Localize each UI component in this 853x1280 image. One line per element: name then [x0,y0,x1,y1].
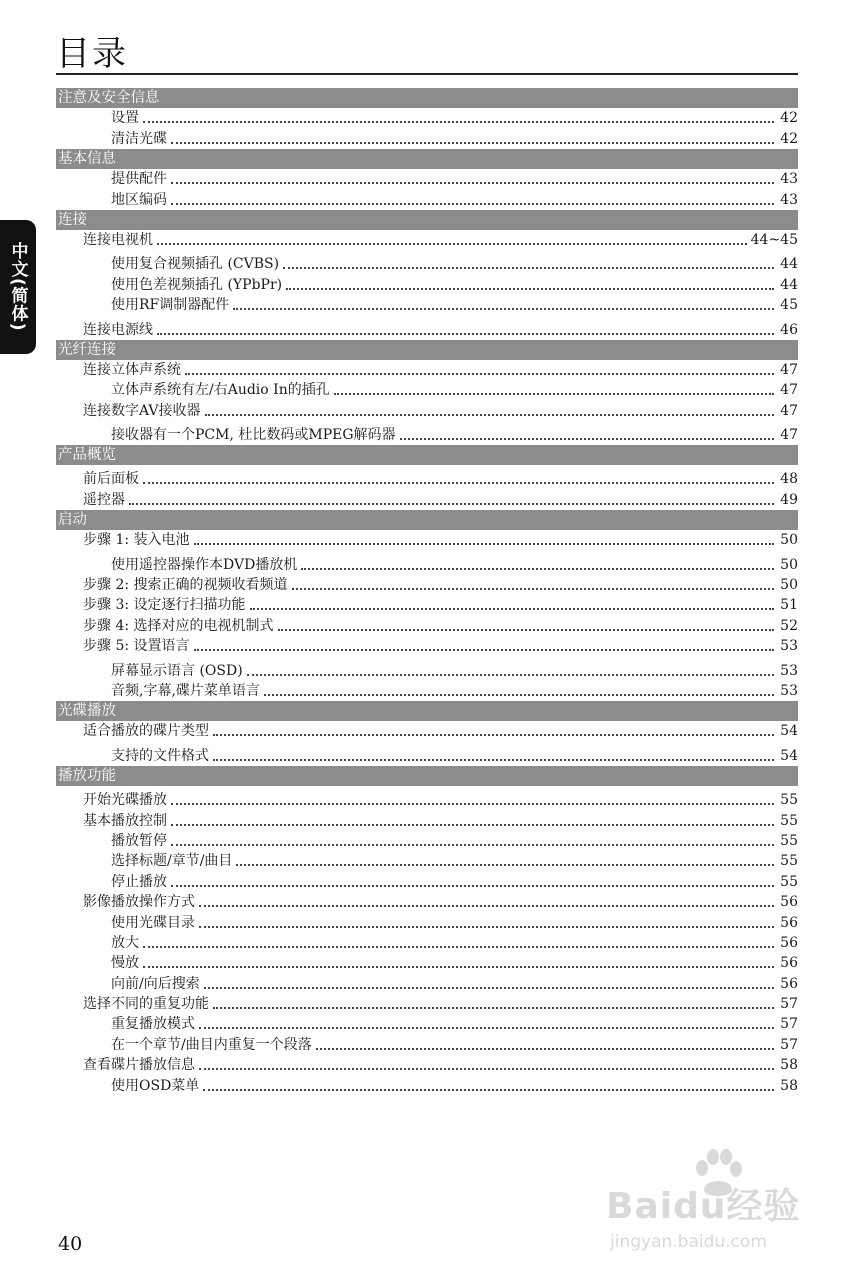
toc-dot-leader [213,759,774,761]
toc-dot-leader [143,121,774,123]
toc-entry [56,254,798,274]
toc-dot-leader [334,393,774,395]
toc-dot-leader [171,803,774,805]
toc-dot-leader [203,1089,774,1091]
toc-entry-page: 51 [780,597,798,614]
toc-entry-page: 50 [780,532,798,549]
toc-entry-label: 提供配件 [111,171,167,188]
toc-entry [56,530,798,550]
toc-section-header: 播放功能 [56,766,798,786]
toc-entry-page: 53 [780,638,798,655]
toc-entry-label: 步骤 4: 选择对应的电视机制式 [83,617,274,634]
toc-entry [56,973,798,993]
toc-entry-label: 连接数字AV接收器 [83,402,201,419]
toc-dot-leader [264,694,774,696]
toc-entry-label: 地区编码 [111,191,167,208]
toc-dot-leader [213,1007,774,1009]
toc-entry-label: 影像播放操作方式 [83,894,195,911]
toc-dot-leader [278,629,774,631]
toc-entry-label: 音频,字幕,碟片菜单语言 [111,682,260,699]
toc-dot-leader [143,946,774,948]
toc-entry-label: 查看碟片播放信息 [83,1057,195,1074]
toc-entry [56,128,798,148]
toc-entry [56,745,798,765]
toc-entry [56,489,798,509]
toc-dot-leader [129,503,774,505]
toc-entry-page: 55 [780,853,798,870]
toc-entry [56,189,798,209]
toc-dot-leader [157,333,774,335]
toc-dot-leader [199,905,774,907]
toc-entry [56,108,798,128]
toc-entry-page: 54 [780,747,798,764]
toc-section-header: 光碟播放 [56,701,798,721]
toc-entry [56,360,798,380]
side-tab-label: 中文(简体) [7,242,28,332]
toc-section-header: 光纤连接 [56,340,798,360]
toc-entry-page: 56 [780,975,798,992]
toc-dot-leader [171,844,774,846]
toc-entry-label: 清洁光碟 [111,130,167,147]
toc-entry [56,1014,798,1034]
toc-entry-page: 48 [780,471,798,488]
toc-entry [56,1075,798,1095]
toc-entry-page: 43 [780,191,798,208]
toc-entry [56,554,798,574]
toc-entry [56,790,798,810]
toc-dot-leader [301,568,774,570]
toc-dot-leader [194,649,774,651]
toc-entry [56,380,798,400]
toc-entry [56,660,798,680]
toc-dot-leader [213,734,774,736]
toc-entry [56,871,798,891]
toc-dot-leader [171,203,774,205]
toc-entry [56,681,798,701]
toc-entry [56,953,798,973]
toc-dot-leader [204,987,774,989]
page-number: 40 [58,1233,83,1255]
toc-entry-label: 放大 [111,934,139,951]
toc-entry-label: 步骤 5: 设置语言 [83,638,190,655]
toc-entry-page: 56 [780,914,798,931]
toc-entry-label: 使用复合视频插孔 (CVBS) [111,256,280,273]
toc-entry-label: 播放暂停 [111,832,167,849]
toc-entry-page: 47 [780,427,798,444]
toc-entry [56,933,798,953]
toc-entry-page: 56 [780,894,798,911]
toc-entry [56,912,798,932]
toc-entry-page: 43 [780,171,798,188]
toc-dot-leader [199,926,774,928]
toc-entry-page: 50 [780,556,798,573]
toc-entry-label: 选择不同的重复功能 [83,996,209,1013]
toc-entry-label: 重复播放模式 [111,1016,195,1033]
toc-entry-page: 45 [780,297,798,314]
toc-entry [56,274,798,294]
toc-dot-leader [171,885,774,887]
toc-dot-leader [199,1068,774,1070]
toc-entry [56,810,798,830]
toc-entry [56,1034,798,1054]
toc-entry [56,831,798,851]
toc-entry-label: 使用遥控器操作本DVD播放机 [111,556,298,573]
toc-entry-label: 前后面板 [83,471,139,488]
toc-entry [56,319,798,339]
toc-entry-page: 58 [780,1057,798,1074]
toc-entry-page: 58 [780,1077,798,1094]
toc-entry-page: 46 [780,321,798,338]
watermark-logo: Baidu经验 [606,1186,801,1227]
toc-dot-leader [199,1027,774,1029]
language-side-tab [0,220,36,354]
toc-entry [56,169,798,189]
toc-entry-page: 54 [780,723,798,740]
baidu-jingyan-watermark [598,1148,813,1266]
toc-entry-page: 47 [780,382,798,399]
toc-entry-label: 使用光碟目录 [111,914,195,931]
toc-entry-page: 47 [780,402,798,419]
toc-entry-page: 44 [780,276,798,293]
toc-dot-leader [205,414,774,416]
toc-dot-leader [236,864,774,866]
toc-entry-page: 55 [780,832,798,849]
toc-entry-label: 屏幕显示语言 (OSD) [111,662,243,679]
toc-entry-page: 55 [780,812,798,829]
toc-section-header: 连接 [56,210,798,230]
toc-entry-label: 基本播放控制 [83,812,167,829]
toc-entry-page: 56 [780,934,798,951]
toc-entry-page: 52 [780,617,798,634]
toc-entry [56,400,798,420]
table-of-contents [56,88,798,1096]
toc-dot-leader [283,267,774,269]
toc-entry-label: 开始光碟播放 [83,792,167,809]
toc-entry-page: 44~45 [750,231,798,248]
toc-entry-label: 步骤 3: 设定逐行扫描功能 [83,597,246,614]
toc-entry-label: 停止播放 [111,873,167,890]
toc-entry [56,1055,798,1075]
toc-entry-label: 选择标题/章节/曲目 [111,853,233,870]
toc-entry [56,615,798,635]
toc-dot-leader [171,824,774,826]
toc-section-header: 启动 [56,510,798,530]
toc-dot-leader [194,543,774,545]
toc-entry [56,595,798,615]
toc-entry-page: 53 [780,662,798,679]
toc-section-header: 基本信息 [56,149,798,169]
toc-entry-page: 47 [780,361,798,378]
toc-dot-leader [316,1048,774,1050]
toc-entry-label: 步骤 2: 搜索正确的视频收看频道 [83,577,288,594]
toc-dot-leader [171,182,774,184]
toc-entry-page: 42 [780,110,798,127]
toc-entry [56,575,798,595]
toc-entry-label: 使用RF调制器配件 [111,297,230,314]
toc-entry-label: 在一个章节/曲目内重复一个段落 [111,1036,312,1053]
toc-entry [56,721,798,741]
toc-entry-page: 55 [780,873,798,890]
toc-dot-leader [185,373,774,375]
toc-entry-label: 连接电视机 [83,231,153,248]
toc-section-header: 注意及安全信息 [56,88,798,108]
toc-entry [56,469,798,489]
toc-dot-leader [233,308,774,310]
title-rule [56,73,798,75]
toc-entry-label: 遥控器 [83,491,125,508]
toc-entry-label: 设置 [111,110,139,127]
toc-entry [56,851,798,871]
toc-entry-page: 56 [780,955,798,972]
toc-entry [56,636,798,656]
toc-entry-label: 连接立体声系统 [83,361,181,378]
toc-entry-page: 57 [780,996,798,1013]
toc-dot-leader [286,288,774,290]
toc-entry-page: 57 [780,1036,798,1053]
toc-entry-page: 42 [780,130,798,147]
toc-entry-label: 使用OSD菜单 [111,1077,200,1094]
page-title: 目录 [56,34,128,74]
toc-entry-label: 慢放 [111,955,139,972]
toc-entry-label: 向前/向后搜索 [111,975,200,992]
toc-entry-label: 步骤 1: 装入电池 [83,532,190,549]
toc-entry-label: 适合播放的碟片类型 [83,723,209,740]
toc-entry-page: 57 [780,1016,798,1033]
toc-entry-page: 50 [780,577,798,594]
toc-entry-page: 44 [780,256,798,273]
watermark-url: jingyan.baidu.com [610,1232,767,1252]
toc-entry-page: 49 [780,491,798,508]
toc-section-header: 产品概览 [56,445,798,465]
toc-dot-leader [143,482,774,484]
toc-entry-page: 53 [780,682,798,699]
toc-entry-label: 使用色差视频插孔 (YPbPr) [111,276,283,293]
toc-entry-label: 连接电源线 [83,321,153,338]
toc-entry-label: 支持的文件格式 [111,747,209,764]
toc-dot-leader [157,243,747,245]
toc-entry [56,994,798,1014]
toc-entry [56,892,798,912]
toc-entry-label: 立体声系统有左/右Audio In的插孔 [111,382,330,399]
toc-entry-label: 接收器有一个PCM, 杜比数码或MPEG解码器 [111,427,396,444]
toc-dot-leader [247,674,774,676]
toc-dot-leader [143,966,774,968]
toc-entry [56,230,798,250]
toc-dot-leader [250,608,774,610]
toc-entry [56,295,798,315]
toc-entry [56,425,798,445]
toc-dot-leader [292,588,774,590]
toc-dot-leader [171,142,774,144]
toc-entry-page: 55 [780,792,798,809]
toc-dot-leader [400,438,774,440]
